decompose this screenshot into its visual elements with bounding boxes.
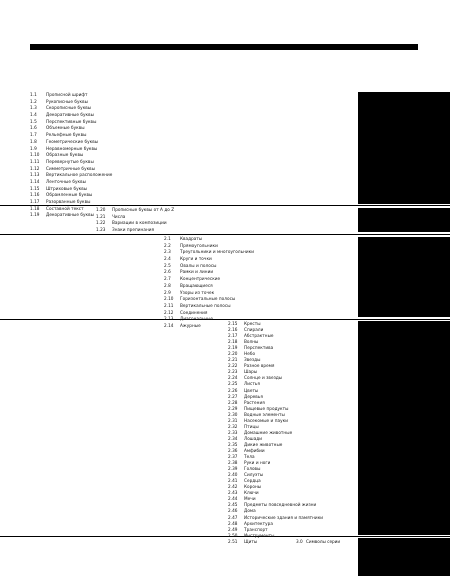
toc-item-number: 2.7 <box>164 276 171 282</box>
toc-item-number: 2.20 <box>228 351 238 357</box>
toc-item-title: Растения <box>244 399 265 405</box>
toc-item-title: Дикие животные <box>244 441 283 447</box>
toc-item-number: 2.47 <box>228 514 238 520</box>
side-band-2 <box>358 208 450 232</box>
toc-item[interactable] <box>30 119 112 126</box>
toc-item[interactable] <box>30 179 112 186</box>
toc-item-number: 2.17 <box>228 333 238 339</box>
toc-item-title: Абстрактные <box>244 333 274 339</box>
toc-item-title: Небо <box>244 351 256 357</box>
toc-item-title: Обрамленные буквы <box>46 192 93 198</box>
toc-item-title: Мечи <box>244 496 256 502</box>
toc-item-title: Горизонтальные полосы <box>180 296 236 302</box>
toc-item-title: Лошади <box>244 435 263 441</box>
toc-item-title: Солнце и звезды <box>244 375 283 381</box>
toc-item-title: Объемные буквы <box>46 125 85 131</box>
toc-item-title: Пищевые продукты <box>244 405 289 411</box>
toc-item[interactable] <box>30 172 112 179</box>
toc-item-title: Спирали <box>244 327 264 333</box>
toc-item[interactable] <box>164 303 254 310</box>
toc-item[interactable] <box>30 146 112 153</box>
toc-item-title: Геометрические буквы <box>46 138 99 144</box>
toc-item-number: 1.23 <box>96 227 106 233</box>
toc-item-number: 2.45 <box>228 502 238 508</box>
side-band-5 <box>358 538 450 576</box>
toc-section-1-continued <box>96 207 174 234</box>
toc-item[interactable] <box>164 256 254 263</box>
toc-item-number: 2.50 <box>228 532 238 538</box>
toc-item[interactable] <box>164 269 254 276</box>
side-band-3 <box>358 237 450 317</box>
toc-item-title: Скорописные буквы <box>46 105 92 111</box>
toc-item-title: Вращающиеся <box>180 282 213 288</box>
toc-item[interactable] <box>96 214 174 221</box>
toc-item[interactable] <box>30 125 112 132</box>
toc-item-title: Составной текст <box>46 205 84 211</box>
toc-item-number: 2.1 <box>164 236 171 241</box>
toc-item[interactable] <box>164 263 254 270</box>
toc-item-number: 2.42 <box>228 484 238 490</box>
toc-item[interactable] <box>30 192 112 199</box>
toc-item-title: Инструменты <box>244 532 275 538</box>
toc-item-title: Концентрические <box>180 276 221 282</box>
toc-item-number: 2.37 <box>228 454 238 460</box>
toc-item-number: 1.17 <box>30 199 40 204</box>
toc-item[interactable] <box>30 152 112 159</box>
toc-item-number: 1.4 <box>30 112 37 118</box>
toc-item-number: 2.2 <box>164 242 171 248</box>
toc-item-title: Архитектура <box>244 520 273 526</box>
toc-item[interactable] <box>164 310 254 317</box>
toc-item-number: 2.38 <box>228 460 238 466</box>
toc-item-title: Тела <box>244 454 255 460</box>
toc-item-number: 2.34 <box>228 435 238 441</box>
toc-item-number: 2.11 <box>164 302 174 308</box>
toc-item-title: Силуэты <box>244 472 264 478</box>
toc-item-title: Транспорт <box>244 526 268 532</box>
toc-item-title: Щиты <box>244 538 258 544</box>
toc-item-title: Символы серии <box>306 539 341 544</box>
toc-item[interactable] <box>164 243 254 250</box>
toc-item-title: Круги и точки <box>180 256 212 262</box>
toc-item-title: Симметричные буквы <box>46 165 96 171</box>
toc-item-number: 2.51 <box>228 538 238 544</box>
toc-item-title: Насекомые и пауки <box>244 417 288 423</box>
toc-item-number: 2.6 <box>164 269 171 275</box>
toc-item-title: Шары <box>244 369 258 375</box>
toc-item-title: Прямоугольники <box>180 242 218 248</box>
toc-item-number: 1.20 <box>96 207 106 212</box>
toc-item-number: 2.8 <box>164 282 171 288</box>
toc-item-number: 1.5 <box>30 118 37 124</box>
toc-item-title: Амфибии <box>244 447 265 453</box>
toc-item-number: 2.40 <box>228 472 238 478</box>
toc-item-number: 2.39 <box>228 466 238 472</box>
toc-item[interactable] <box>30 105 112 112</box>
toc-item-number: 2.22 <box>228 363 238 369</box>
toc-item[interactable] <box>164 236 254 243</box>
toc-item-title: Декоративные буквы <box>46 212 95 218</box>
toc-item-number: 1.16 <box>30 192 40 198</box>
toc-item-number: 2.29 <box>228 405 238 411</box>
toc-item-title: Разное время <box>244 363 275 369</box>
toc-item-title: Кресты <box>244 321 261 326</box>
toc-item[interactable] <box>30 99 112 106</box>
toc-item[interactable] <box>30 92 112 99</box>
toc-item[interactable] <box>30 132 112 139</box>
toc-item-title: Числа <box>112 213 126 219</box>
toc-item-number: 2.21 <box>228 357 238 363</box>
toc-item-number: 1.19 <box>30 212 40 218</box>
toc-item-number: 2.41 <box>228 478 238 484</box>
toc-item-title: Водные элементы <box>244 411 285 417</box>
section-rule <box>0 234 450 235</box>
toc-item-number: 2.31 <box>228 417 238 423</box>
toc-item-title: Ажурные <box>180 322 201 328</box>
toc-item-number: 1.11 <box>30 158 40 164</box>
toc-item-number: 2.28 <box>228 399 238 405</box>
toc-item-number: 1.9 <box>30 145 37 151</box>
toc-item-title: Вертикальное расположение <box>46 172 113 178</box>
toc-item-number: 2.4 <box>164 256 171 262</box>
toc-item[interactable] <box>30 112 112 119</box>
toc-item[interactable] <box>30 139 112 146</box>
toc-item-title: Исторические здания и памятники <box>244 514 324 520</box>
toc-item[interactable] <box>30 166 112 173</box>
toc-item-title: Знаки препинания <box>112 227 155 233</box>
toc-item[interactable] <box>30 186 112 193</box>
toc-item-number: 1.12 <box>30 165 40 171</box>
toc-section-1 <box>30 92 112 219</box>
toc-item-number: 2.33 <box>228 429 238 435</box>
toc-item-number: 2.13 <box>164 316 174 322</box>
toc-item-number: 2.9 <box>164 289 171 295</box>
toc-item[interactable] <box>164 296 254 303</box>
toc-item[interactable] <box>164 249 254 256</box>
toc-item-title: Прописные буквы от A до Z <box>112 207 175 212</box>
toc-item-number: 2.15 <box>228 321 238 326</box>
toc-item-title: Ленточные буквы <box>46 178 87 184</box>
toc-item-title: Рамки и линии <box>180 269 214 275</box>
toc-item[interactable] <box>96 227 174 234</box>
toc-item-title: Ключи <box>244 490 259 496</box>
toc-item-number: 1.15 <box>30 185 40 191</box>
toc-item-title: Треугольники и многоугольники <box>180 249 255 255</box>
side-band-4 <box>358 321 450 535</box>
toc-item-title: Домашние животные <box>244 429 293 435</box>
toc-item-number: 2.23 <box>228 369 238 375</box>
toc-item-title: Узоры из точек <box>180 289 215 295</box>
toc-item-number: 2.16 <box>228 327 238 333</box>
toc-item-title: Штриховые буквы <box>46 185 88 191</box>
toc-item-title: Руки и ноги <box>244 460 271 466</box>
toc-item-number: 2.12 <box>164 309 174 315</box>
toc-item-number: 2.25 <box>228 381 238 387</box>
toc-item-number: 2.27 <box>228 393 238 399</box>
toc-item[interactable] <box>164 283 254 290</box>
toc-item-number: 2.36 <box>228 447 238 453</box>
toc-item-title: Предметы повседневной жизни <box>244 502 317 508</box>
toc-item-number: 1.1 <box>30 92 37 97</box>
toc-item-title: Короны <box>244 484 262 490</box>
section-rule <box>0 536 450 537</box>
toc-item-title: Дома <box>244 508 256 514</box>
toc-item-title: Квадраты <box>180 236 203 241</box>
toc-item-title: Цветы <box>244 387 259 393</box>
toc-item-title: Декоративные буквы <box>46 112 95 118</box>
toc-item-title: Неравномерные буквы <box>46 145 98 151</box>
toc-item-number: 2.32 <box>228 423 238 429</box>
toc-item-title: Прописной шрифт <box>46 92 88 97</box>
toc-item[interactable] <box>30 159 112 166</box>
toc-item-title: Перспективные буквы <box>46 118 97 124</box>
toc-item-number: 2.26 <box>228 387 238 393</box>
toc-item-title: Перспектива <box>244 345 274 351</box>
toc-item-title: Соединения <box>180 309 208 315</box>
toc-item-number: 1.2 <box>30 98 37 104</box>
toc-item-title: Сердца <box>244 478 261 484</box>
top-bar <box>30 44 418 50</box>
toc-item-title: Вертикальные полосы <box>180 302 231 308</box>
toc-item-number: 2.19 <box>228 345 238 351</box>
toc-item[interactable] <box>164 290 254 297</box>
toc-item-number: 2.10 <box>164 296 174 302</box>
toc-item-number: 3.0 <box>296 539 303 544</box>
toc-item-title: Вариации в композиции <box>112 220 167 226</box>
toc-item-number: 2.30 <box>228 411 238 417</box>
toc-item-title: Овалы и полосы <box>180 262 217 268</box>
toc-item-number: 2.5 <box>164 262 171 268</box>
toc-item-number: 1.6 <box>30 125 37 131</box>
toc-item-title: Образные буквы <box>46 152 84 158</box>
toc-item-number: 1.21 <box>96 213 106 219</box>
toc-item-number: 2.43 <box>228 490 238 496</box>
toc-item-number: 1.18 <box>30 205 40 211</box>
toc-item[interactable] <box>96 207 174 214</box>
toc-item-title: Диагональные <box>180 316 213 322</box>
toc-item-title: Птицы <box>244 423 259 429</box>
toc-item-number: 1.8 <box>30 138 37 144</box>
toc-section-2 <box>164 236 254 330</box>
toc-item-title: Листья <box>244 381 260 387</box>
toc-item-title: Рельефные буквы <box>46 132 87 138</box>
toc-section-3 <box>228 321 323 545</box>
toc-item-title: Головы <box>244 466 261 472</box>
toc-item-number: 1.13 <box>30 172 40 178</box>
toc-item-number: 2.49 <box>228 526 238 532</box>
toc-item-number: 2.18 <box>228 339 238 345</box>
toc-item-title: Волны <box>244 339 259 345</box>
toc-item-number: 1.22 <box>96 220 106 226</box>
toc-item-number: 2.3 <box>164 249 171 255</box>
toc-item-number: 2.14 <box>164 322 174 328</box>
toc-item-number: 1.14 <box>30 178 40 184</box>
toc-item-title: Перевернутые буквы <box>46 158 94 164</box>
toc-item[interactable] <box>164 276 254 283</box>
toc-item-title: Деревья <box>244 393 263 399</box>
toc-item-number: 2.46 <box>228 508 238 514</box>
toc-item-number: 2.35 <box>228 441 238 447</box>
toc-item-title: Рукописные буквы <box>46 98 88 104</box>
toc-item-number: 1.10 <box>30 152 40 158</box>
side-band-1 <box>358 92 450 204</box>
toc-item-number: 1.3 <box>30 105 37 111</box>
toc-item-number: 2.44 <box>228 496 238 502</box>
toc-item-number: 2.48 <box>228 520 238 526</box>
toc-item-title: Разорванные буквы <box>46 199 91 204</box>
toc-item-number: 2.24 <box>228 375 238 381</box>
toc-item-final[interactable] <box>296 538 340 545</box>
toc-item[interactable] <box>96 220 174 227</box>
toc-item-number: 1.7 <box>30 132 37 138</box>
toc-item[interactable] <box>30 199 112 206</box>
toc-item-title: Звезды <box>244 357 261 363</box>
